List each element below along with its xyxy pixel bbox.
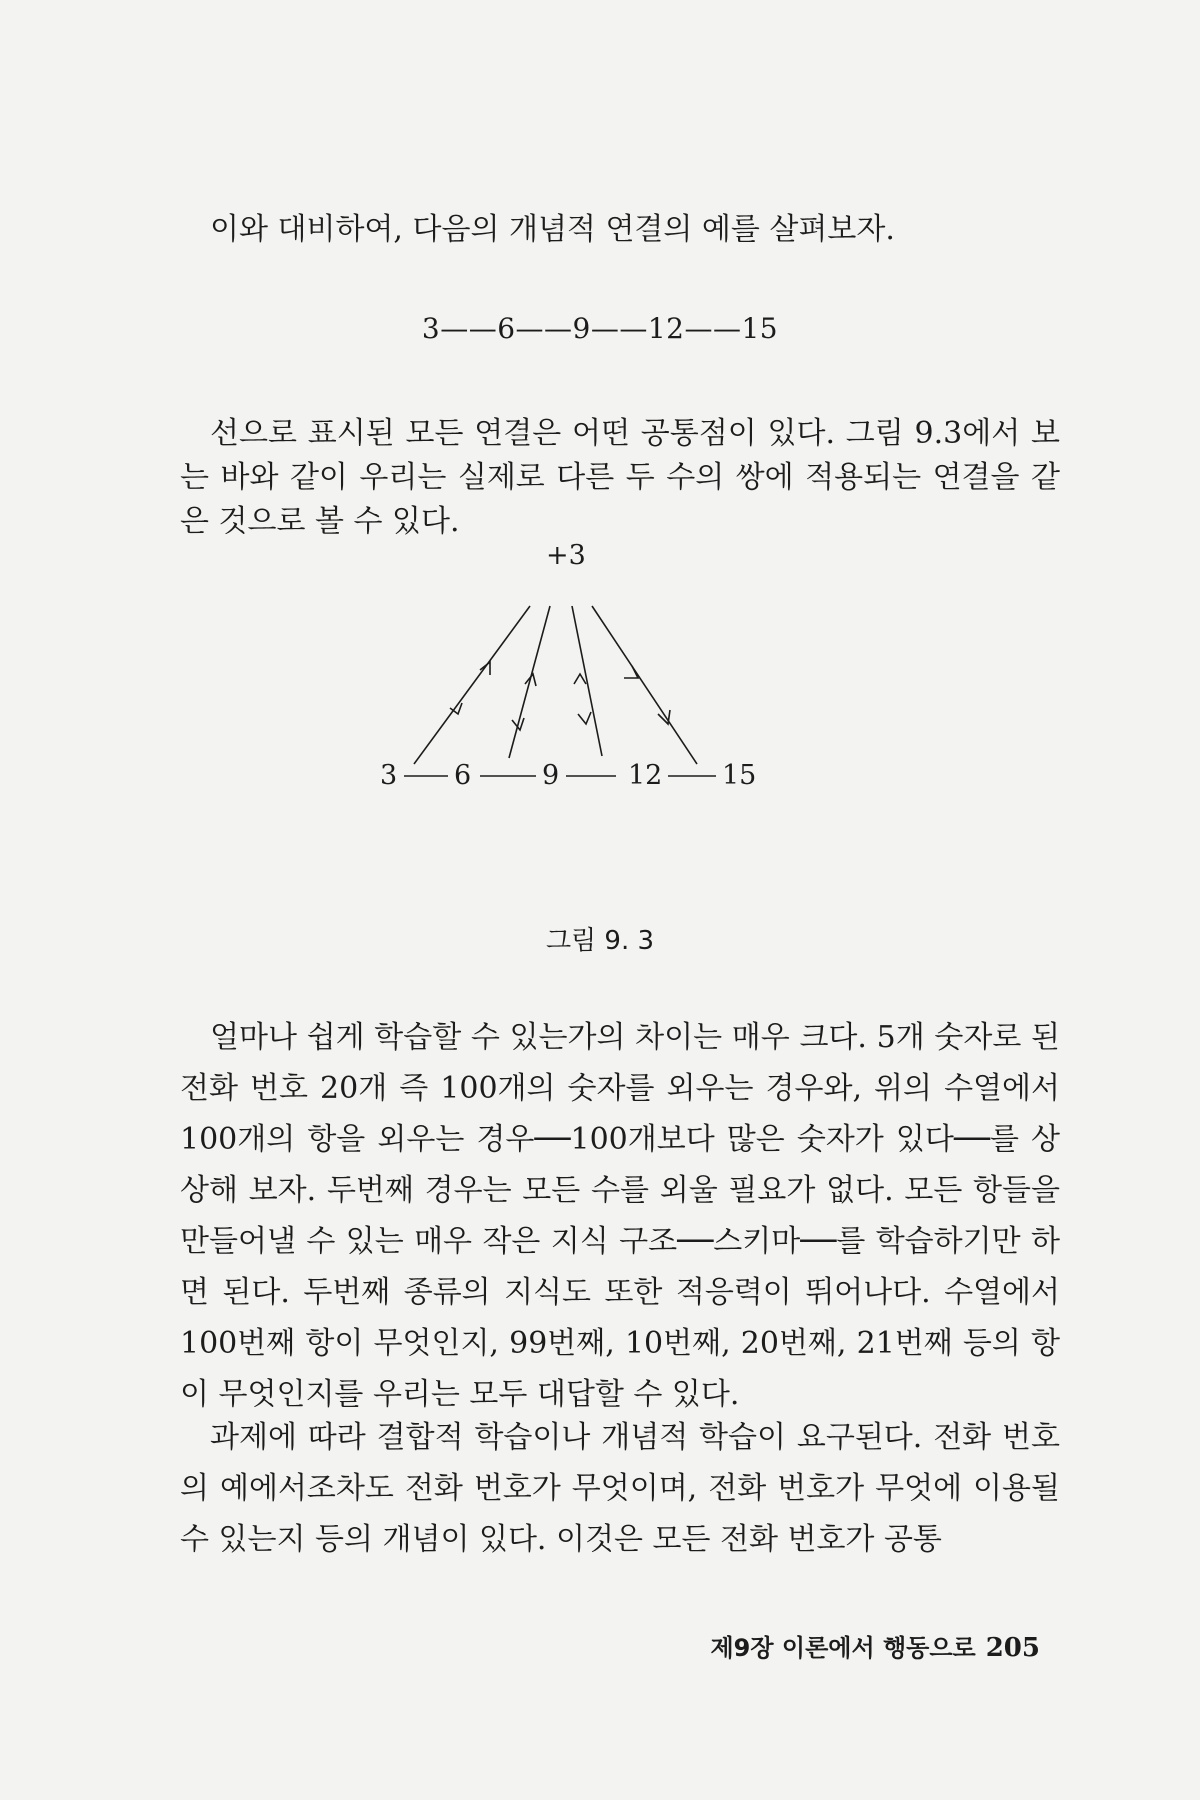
figure-caption: 그림 9. 3 [545,926,655,956]
number-6: 6 [454,760,472,791]
connection-line-3-6 [414,606,530,764]
chapter-title: 제9장 이론에서 행동으로 [710,1634,976,1662]
figure-9-3 [380,540,900,960]
number-15: 15 [722,760,757,791]
number-12: 12 [628,760,663,791]
connection-paragraph: 선으로 표시된 모든 연결은 어떤 공통점이 있다. 그림 9.3에서 보는 바와 같이 우리는 실제로 다른 두 수의 쌍에 적용되는 연결을 같은 것으로 볼 수 있다. [180,416,1060,539]
direction-chevrons [450,662,670,730]
connection-line-12-15 [592,606,697,764]
page-footer [710,1628,1040,1663]
task-paragraph: 과제에 따라 결합적 학습이나 개념적 학습이 요구된다. 전화 번호의 예에서조차도 전화 번호가 무엇이며, 전화 번호가 무엇에 이용될 수 있는지 등의 개념이 있다. 이것은 모든 전화 번호가 공통 [180,1420,1060,1557]
learning-paragraph: 얼마나 쉽게 학습할 수 있는가의 차이는 매우 크다. 5개 숫자로 된 전화 번호 20개 즉 100개의 숫자를 외우는 경우와, 위의 수열에서 100개의 항을 외우는 경우──100개보다 많은 숫자가 있다──를 상상해 보자. 두번째 경우는 모든 수를 외울 필요가 없다. 모든 항들을 만들어낼 수 있는 매우 작은 지식 구조──스키마──를 학습하기만 하면 된다. 두번째 종류의 지식도 또한 적응력이 뛰어나다. 수열에서 100번째 항이 무엇인지, 99번째, 10번째, 20번째, 21번째 등의 항이 무엇인지를 우리는 모두 대답할 수 있다. [180,1020,1060,1412]
connection-line-6-9 [509,606,550,758]
number-sequence: 3——6——9——12——15 [421,312,779,345]
number-9: 9 [542,760,560,791]
increment-label: +3 [546,540,586,571]
number-3: 3 [380,760,398,791]
page-number: 205 [985,1633,1040,1663]
intro-paragraph: 이와 대비하여, 다음의 개념적 연결의 예를 살펴보자. [210,212,895,247]
